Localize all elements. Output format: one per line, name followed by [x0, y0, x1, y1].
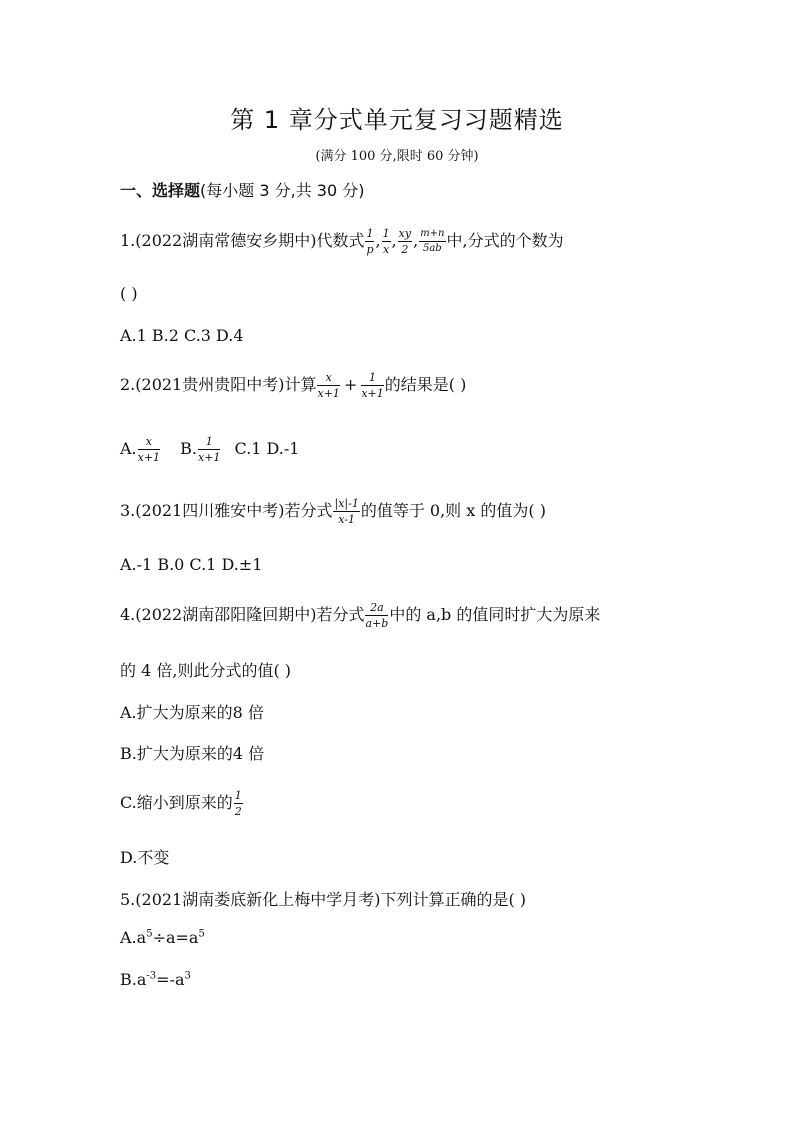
q4-option-d: D.不变: [120, 848, 170, 867]
q5-option-b: $B.a^{-3}=-a^3$: [120, 970, 191, 989]
q4-option-b: B.扩大为原来的4 倍: [120, 744, 265, 763]
q1-fraction-3: $\frac{xy}{2}$: [398, 227, 412, 256]
section-heading: [120, 178, 364, 201]
q4-line-2: 的 4 倍,则此分式的值( ): [120, 661, 292, 680]
q1-fraction-2: $\frac{1}{x}$: [382, 227, 390, 256]
q1-fraction-1: $\frac{1}{p}$: [366, 227, 374, 256]
q5-option-a: $A.a^5\div a=a^5$: [120, 928, 205, 947]
q2-tail: 的结果是( ): [384, 375, 467, 394]
page-subtitle: (满分 100 分,限时 60 分钟): [315, 149, 479, 164]
q4-stem: 4.(2022湖南邵阳隆回期中)若分式: [120, 605, 365, 624]
question-1: 1.(2022湖南常德安乡期中)代数式 $\frac{1}{p}$ , $\frac{1}{x}$ , $\frac{xy}{2}$ , $\frac{m+n}{5ab}$ 中,分式的个数为: [120, 227, 564, 256]
question-2: 2.(2021贵州贵阳中考)计算 $\frac{x}{x+1}$ + $\frac{1}{x+1}$ 的结果是( ): [120, 371, 467, 400]
q4-option-c: C.缩小到原来的 $\frac{1}{2}$: [120, 789, 242, 818]
section-note: (每小题 3 分,共 30 分): [200, 181, 365, 200]
question-5: 5.(2021湖南娄底新化上梅中学月考)下列计算正确的是( ): [120, 890, 527, 909]
q4-tail: 中的 a,b 的值同时扩大为原来: [389, 605, 601, 624]
q3-stem: 3.(2021四川雅安中考)若分式: [120, 501, 333, 520]
q2-stem: 2.(2021贵州贵阳中考)计算: [120, 375, 317, 394]
q1-fraction-4: $\frac{m+n}{5ab}$: [420, 228, 445, 254]
q2-options: A. $\frac{x}{x+1}$ B. $\frac{1}{x+1}$ C.1 D.-1: [120, 435, 300, 464]
q1-options: A.1 B.2 C.3 D.4: [120, 326, 244, 345]
q4-option-c-fraction: $\frac{1}{2}$: [234, 789, 242, 818]
q1-tail: 中,分式的个数为: [446, 231, 564, 250]
q3-fraction: $\frac{|x|-1}{x-1}$: [334, 497, 359, 526]
q2-option-a-fraction: $\frac{x}{x+1}$: [137, 435, 161, 464]
q4-fraction: $\frac{2a}{a+b}$: [365, 601, 389, 630]
section-title: 一、选择题: [120, 181, 201, 200]
question-4: [120, 602, 600, 629]
q3-tail: 的值等于 0,则 x 的值为( ): [360, 501, 546, 520]
q2-fraction-2: $\frac{1}{x+1}$: [361, 371, 384, 400]
q1-stem: 1.(2022湖南常德安乡期中)代数式: [120, 231, 365, 250]
question-3: [120, 498, 546, 525]
q2-option-b-fraction: $\frac{1}{x+1}$: [198, 435, 221, 464]
q1-answer-paren: ( ): [120, 284, 138, 303]
q4-option-a: A.扩大为原来的8 倍: [120, 703, 264, 722]
q2-fraction-1: $\frac{x}{x+1}$: [317, 371, 340, 400]
q3-options: A.-1 B.0 C.1 D.±1: [120, 555, 263, 574]
page-title: 第 1 章分式单元复习习题精选: [230, 106, 564, 134]
